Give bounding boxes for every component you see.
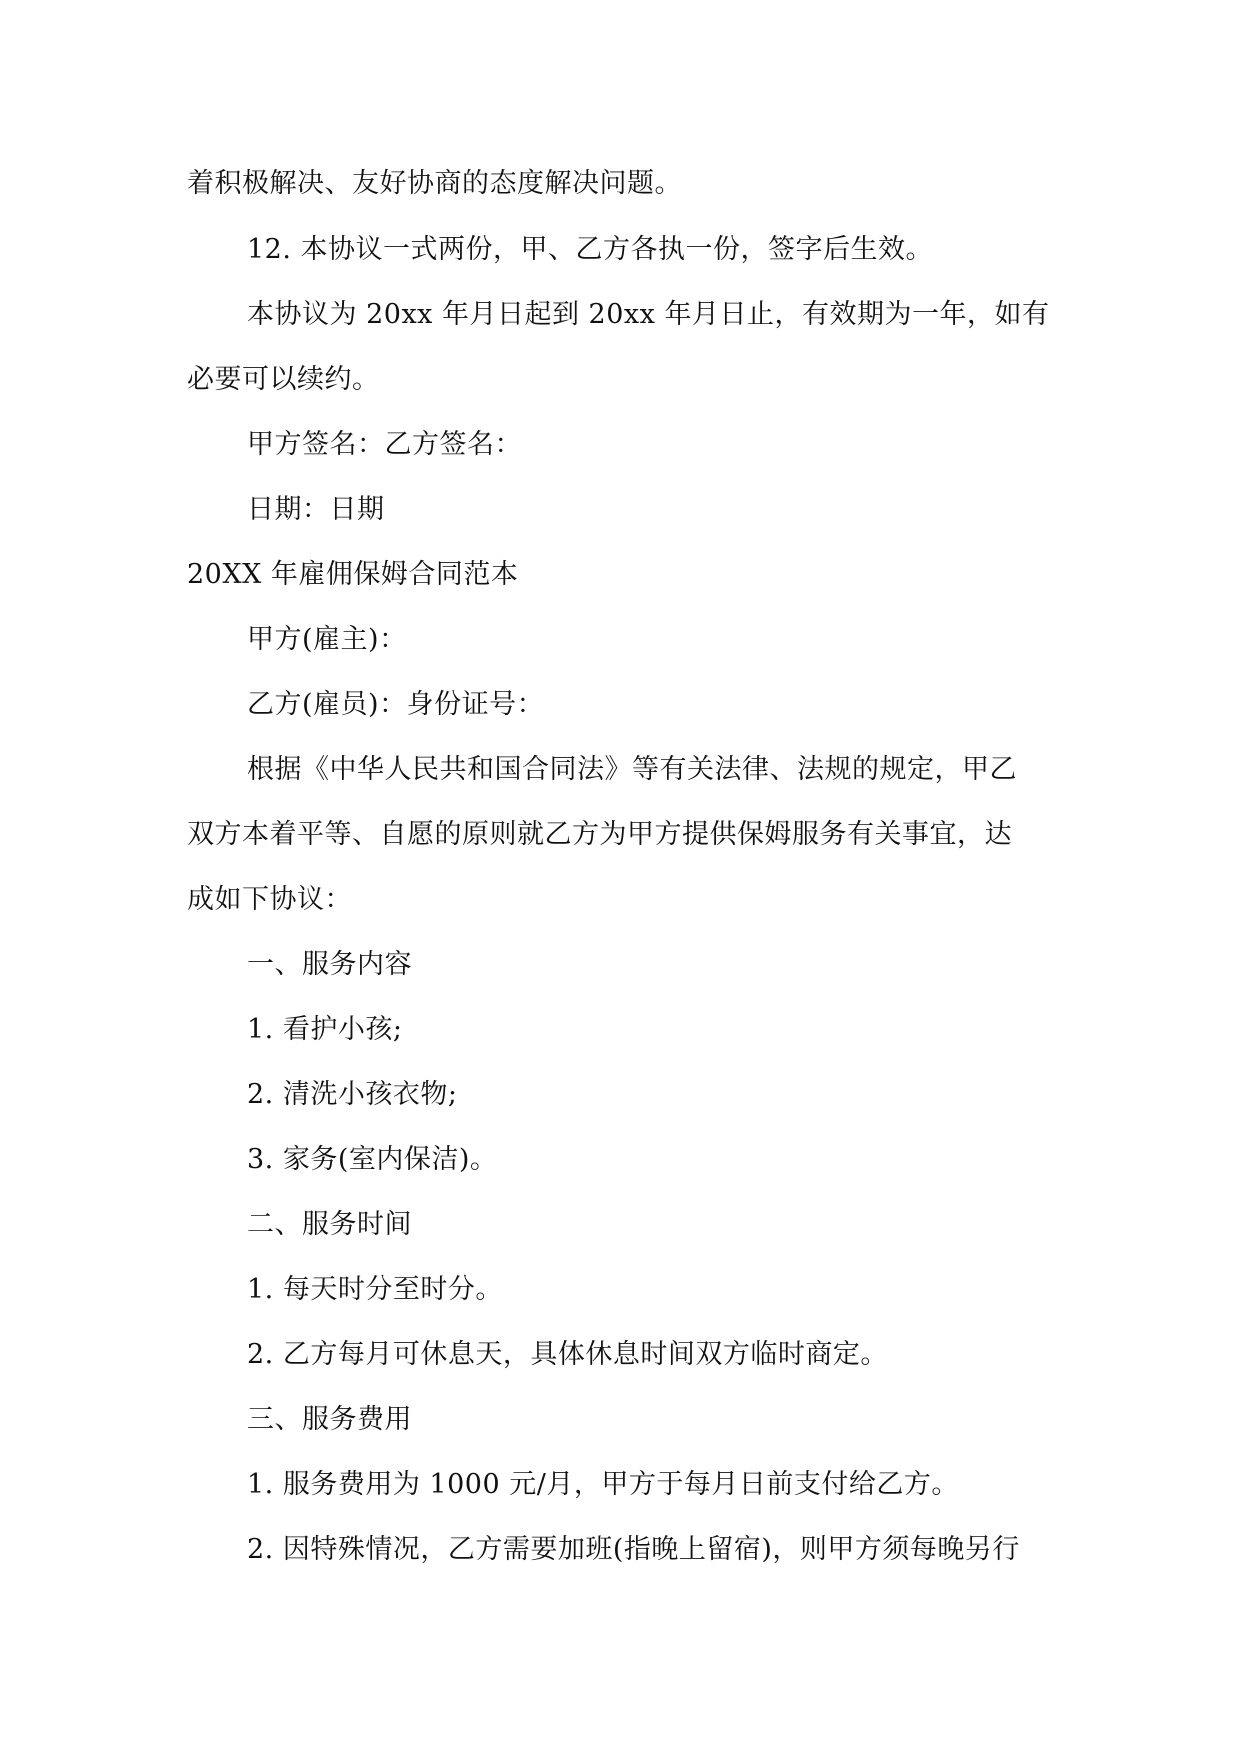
list-item: 3. 家务(室内保洁)。 (247, 1144, 498, 1175)
list-item: 1. 服务费用为 1000 元/月，甲方于每月日前支付给乙方。 (247, 1469, 959, 1500)
text-line: 根据《中华人民共和国合同法》等有关法律、法规的规定，甲乙 (247, 754, 1017, 785)
list-item: 2. 清洗小孩衣物; (247, 1079, 458, 1110)
list-item: 2. 乙方每月可休息天，具体休息时间双方临时商定。 (247, 1339, 888, 1370)
section-heading: 三、服务费用 (247, 1404, 412, 1435)
document-title: 20XX 年雇佣保姆合同范本 (187, 559, 519, 590)
text-line: 成如下协议： (187, 884, 352, 915)
text-line: 甲方(雇主)： (247, 624, 407, 655)
text-line: 必要可以续约。 (187, 364, 380, 395)
text-line: 乙方(雇员)：身份证号： (247, 689, 545, 720)
section-heading: 一、服务内容 (247, 949, 412, 980)
text-line: 12. 本协议一式两份，甲、乙方各执一份，签字后生效。 (247, 234, 934, 265)
text-line: 双方本着平等、自愿的原则就乙方为甲方提供保姆服务有关事宜，达 (187, 819, 1012, 850)
text-line: 本协议为 20xx 年月日起到 20xx 年月日止，有效期为一年，如有 (247, 299, 1050, 330)
list-item: 2. 因特殊情况，乙方需要加班(指晚上留宿)，则甲方须每晚另行 (247, 1534, 1020, 1565)
text-line: 着积极解决、友好协商的态度解决问题。 (187, 168, 682, 199)
text-line: 甲方签名：乙方签名： (247, 429, 522, 460)
section-heading: 二、服务时间 (247, 1209, 412, 1240)
text-line: 日期：日期 (247, 494, 385, 525)
list-item: 1. 每天时分至时分。 (247, 1274, 503, 1305)
list-item: 1. 看护小孩; (247, 1014, 403, 1045)
